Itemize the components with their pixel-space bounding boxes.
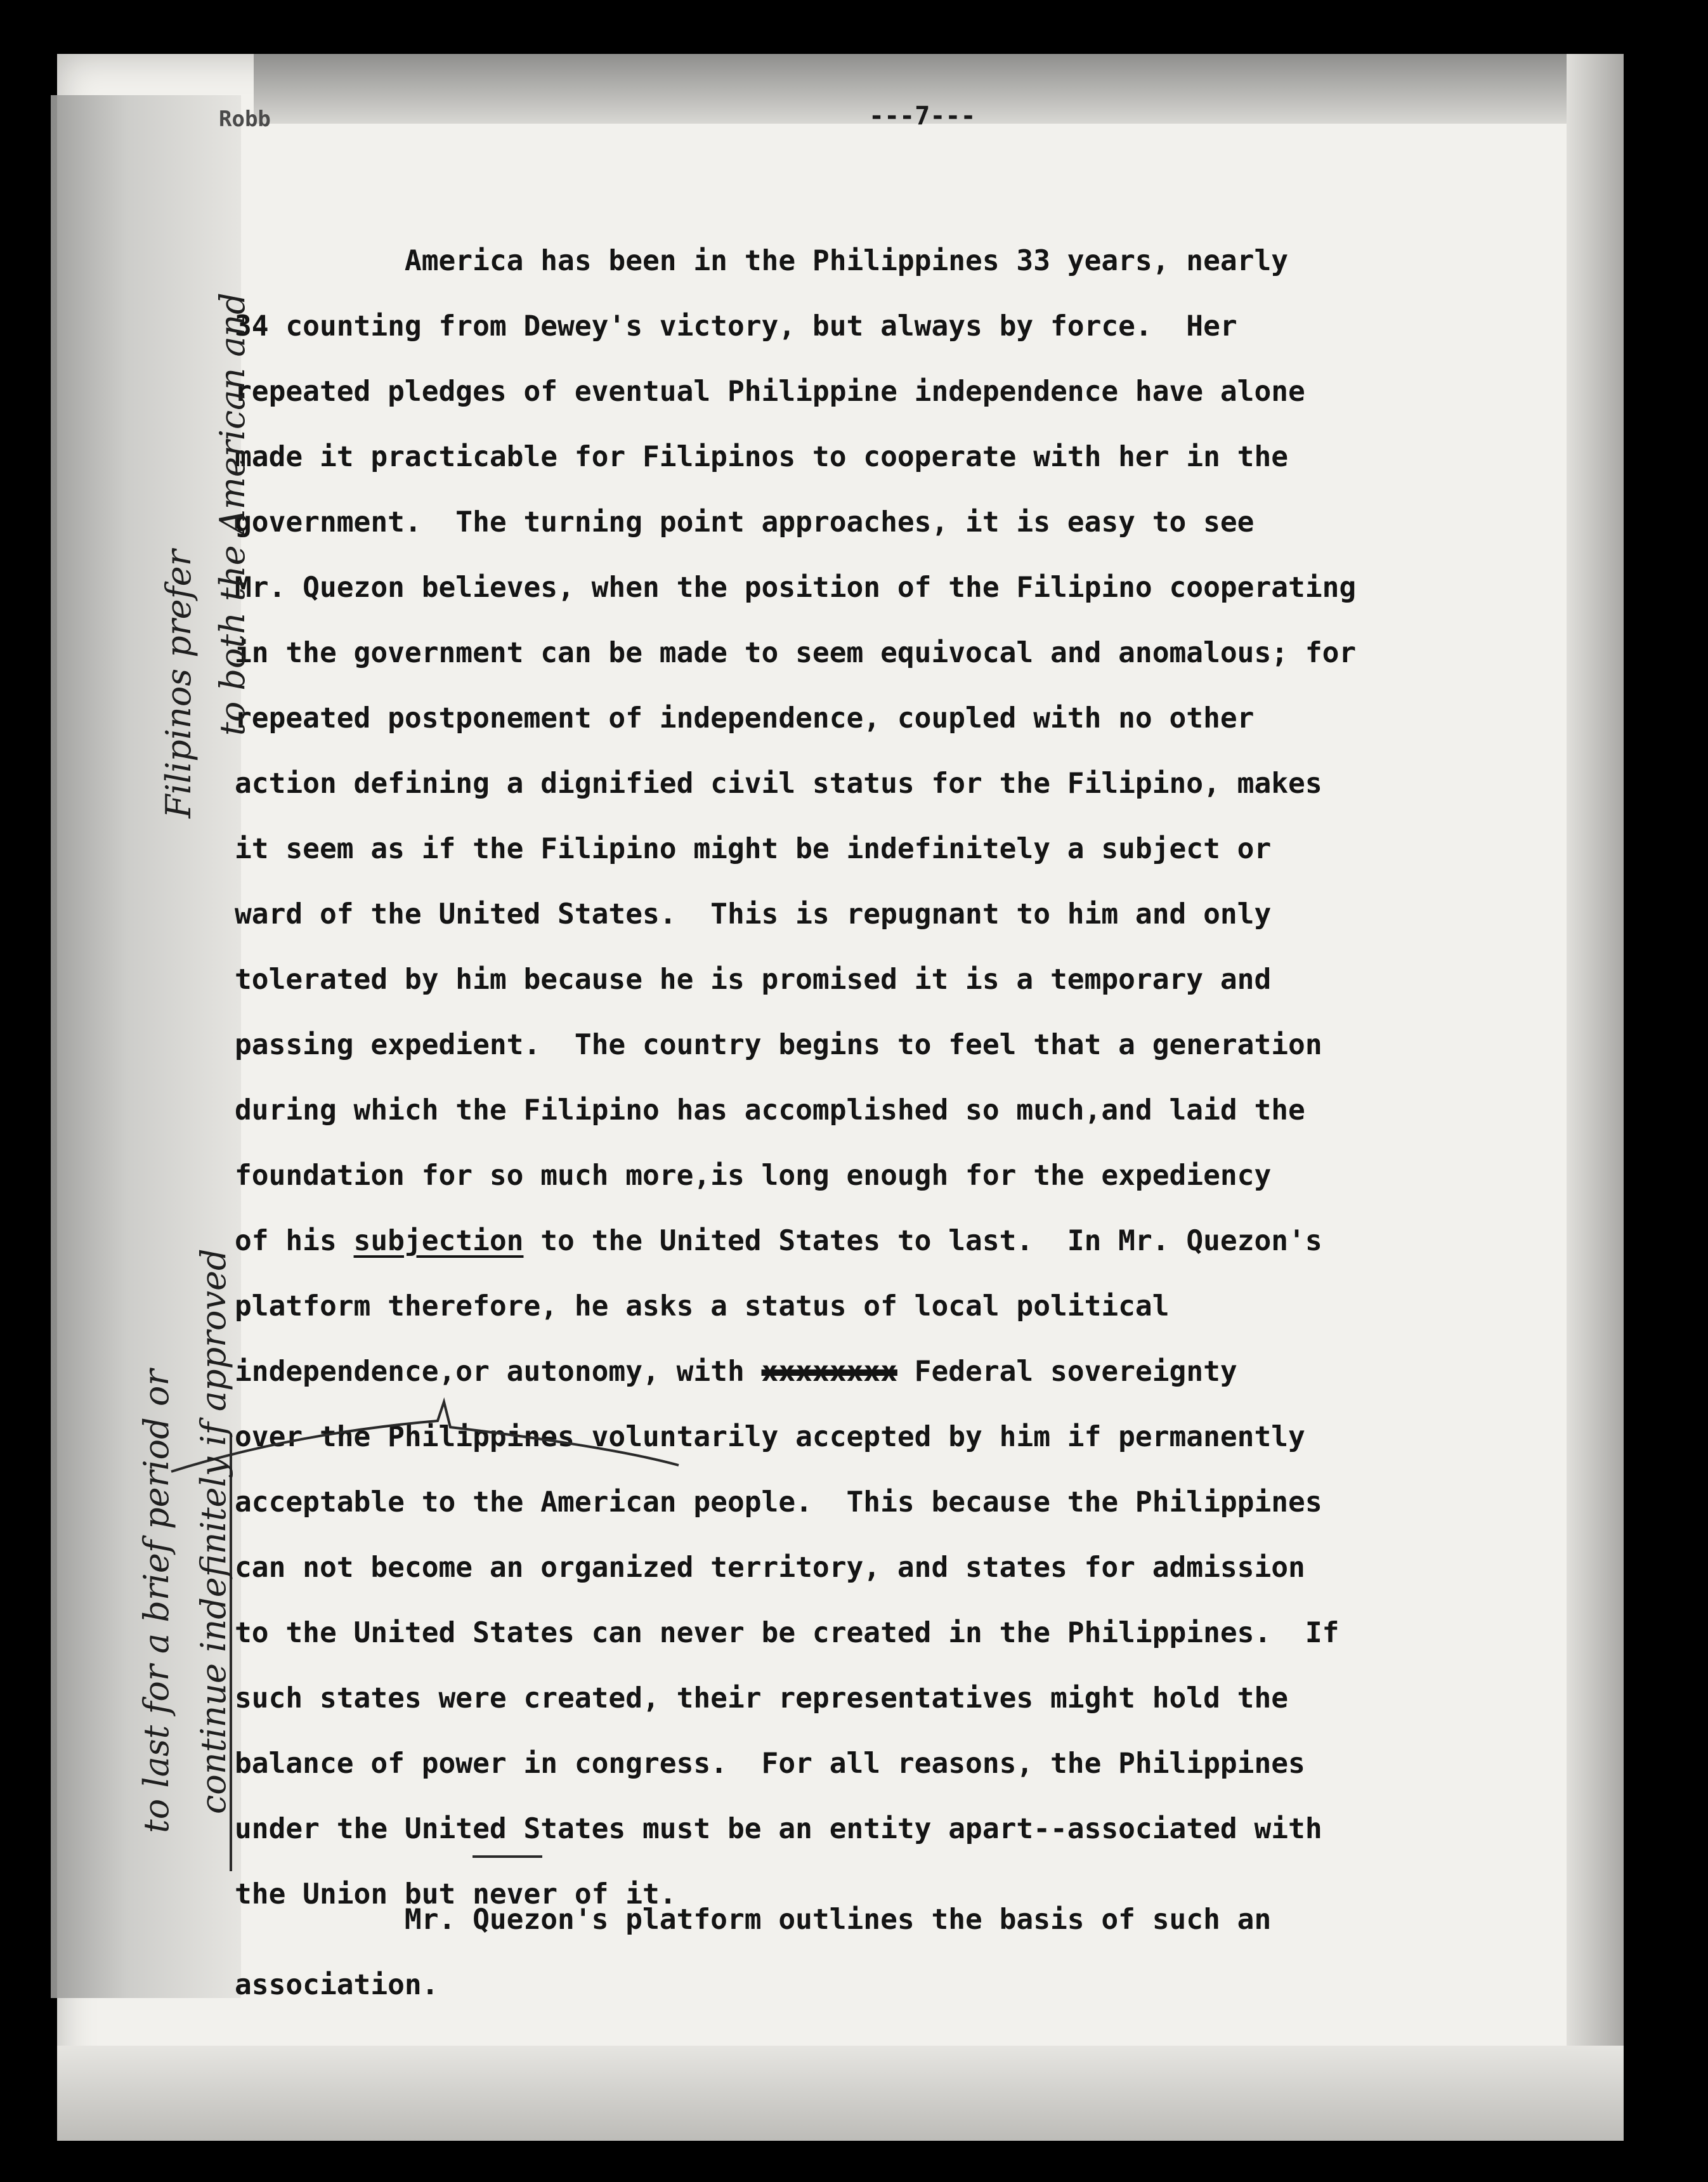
text-line: ward of the United States. This is repugnant to him and only [235, 898, 1272, 931]
text-segment: to the United States to last. In Mr. Quezon's [523, 1225, 1322, 1257]
text-line: under the United States must be an entity apart--associated with [235, 1813, 1322, 1845]
text-line: Mr. Quezon believes, when the position of the Filipino cooperating [235, 572, 1357, 604]
text-line: such states were created, their representatives might hold the [235, 1682, 1289, 1715]
text-line: repeated pledges of eventual Philippine independence have alone [235, 376, 1305, 408]
text-line: action defining a dignified civil status for the Filipino, makes [235, 768, 1322, 800]
handwritten-note: Filipinos prefer [159, 549, 199, 818]
tape-strip-bottom [57, 2046, 1624, 2141]
text-line: 34 counting from Dewey's victory, but always by force. Her [235, 310, 1237, 343]
text-line: the Union but never of it. [235, 1878, 677, 1911]
tape-strip-right [1567, 54, 1624, 2141]
text-line: tolerated by him because he is promised it is a temporary and [235, 964, 1272, 996]
text-line: repeated postponement of independence, coupled with no other [235, 702, 1255, 735]
handwritten-note: continue indefinitely if approved [193, 1248, 233, 1814]
struck-word: xxxxxxxx [761, 1356, 897, 1388]
text-line: acceptable to the American people. This because the Philippines [235, 1486, 1322, 1519]
handwritten-bracket-mark [165, 1383, 685, 1478]
text-line: Mr. Quezon's platform outlines the basis of such an [235, 1904, 1272, 1936]
text-segment: Federal sovereignty [897, 1356, 1237, 1388]
text-segment: of his [235, 1225, 354, 1257]
text-line: to the United States can never be created in the Philippines. If [235, 1617, 1340, 1649]
text-line: in the government can be made to seem equivocal and anomalous; for [235, 637, 1357, 669]
typed-body [235, 228, 1541, 1927]
author-label: Robb [219, 107, 271, 132]
text-line: during which the Filipino has accomplished so much,and laid the [235, 1094, 1305, 1127]
text-line: it seem as if the Filipino might be indefinitely a subject or [235, 833, 1272, 865]
handwritten-note: to both the American and [212, 292, 252, 736]
text-line: can not become an organized territory, and states for admission [235, 1552, 1305, 1584]
text-line: platform therefore, he asks a status of local political [235, 1290, 1170, 1323]
text-line-subjection [235, 1208, 1541, 1274]
text-line: government. The turning point approaches, it is easy to see [235, 506, 1255, 539]
text-line: over the Philippines voluntarily accepted by him if permanently [235, 1421, 1305, 1453]
text-segment: independence,or autonomy, with [235, 1356, 762, 1388]
handwritten-dash [473, 1855, 542, 1858]
text-line: America has been in the Philippines 33 years, nearly [235, 245, 1289, 277]
text-line: passing expedient. The country begins to feel that a generation [235, 1029, 1322, 1061]
text-line: foundation for so much more,is long enough for the expediency [235, 1160, 1272, 1192]
text-line: balance of power in congress. For all reasons, the Philippines [235, 1748, 1305, 1780]
closing-paragraph [235, 1887, 1541, 2018]
handwritten-note: to last for a brief period or [136, 1369, 176, 1833]
page-number: ---7--- [869, 101, 976, 131]
text-line: association. [235, 1969, 439, 2001]
underlined-word: subjection [353, 1225, 524, 1257]
text-line: made it practicable for Filipinos to cooperate with her in the [235, 441, 1289, 473]
